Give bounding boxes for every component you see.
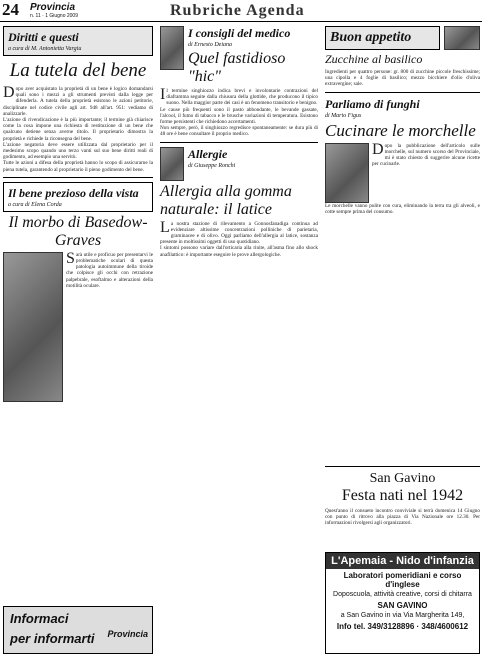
food-photo xyxy=(444,26,480,50)
article-paragraph: Dopo aver acquistato la proprietà di un bene è logico domandarsi quali sono i mezzi a gli strumenti previsti dalla legge per difenderla. A tutela della proprietà esistono le azioni petitorie, disciplinate nel codice civile agli art. 948 all'art. 951: vediamo di analizzarle. xyxy=(3,84,153,117)
article-title: Allergia alla gomma naturale: il latice xyxy=(160,182,292,218)
article-paragraph: Sarà utile e proficuo per presentarvi le problematiche oculari di questa patologia autoimmune della tiroide che colpisce gli occhi con retrazione palpebrale, esoftalmo e alterazioni della motilità oculare. xyxy=(66,249,153,289)
article-paragraph: Dopo la pubblicazione dell'articolo sulle morchelle, sul numero scorso del Provinciale, mi è stato chiesto di suggerire alcune ricette per cucinarle. xyxy=(372,140,480,168)
issue-info: n. 11 · 1 Giugno 2009 xyxy=(30,13,78,19)
section-title: Il bene prezioso della vista xyxy=(8,185,139,200)
section-header xyxy=(3,182,153,212)
footer-line: per informarti xyxy=(10,631,95,646)
article-paragraph: La nostra stazione di rilevamento a Gonnosfanadiga continua ad evidenziare altissime concentrazioni polliniche di parietaria, graminacee e di olivo. Oggi parliamo dell'allergia al latice, sostanza presente in moltissimi oggetti di uso quotidiano. xyxy=(160,218,318,246)
section-author: a cura di Elena Corda xyxy=(8,201,62,208)
logo: Provincia xyxy=(30,2,76,13)
event-box xyxy=(325,462,480,527)
section-author: di Giuseppe Ronchi xyxy=(188,162,236,169)
eye-photo xyxy=(3,252,63,402)
divider xyxy=(160,142,318,143)
article-title: Quel fastidioso "hic" xyxy=(188,50,286,85)
page-number: 24 xyxy=(2,0,19,19)
page-header xyxy=(0,0,482,22)
section-header xyxy=(3,26,153,56)
divider xyxy=(3,177,153,178)
advertisement xyxy=(325,552,480,654)
divider xyxy=(325,466,480,467)
column-middle xyxy=(160,26,318,258)
article-paragraph: Tutte le azioni a difesa della proprietà hanno lo scopo di assicurarne la piena tutela, garantendo al proprietario il pieno godimento del bene. xyxy=(3,160,153,173)
article-paragraph: Non sempre, però, il singhiozzo regredisce spontaneamente: se dura più di 48 ore è bene consultare il proprio medico. xyxy=(160,125,318,138)
column-left xyxy=(3,26,153,402)
article-paragraph: L'azione di rivendicazione è la più importante; il termine già chiarisce come la cosa impone una richiesta di restituzione di un bene che qualcuno detiene senza averne titolo. Il proprietario dimostra la proprietà e richiede la riconsegna del bene. xyxy=(3,117,153,142)
event-text: Quest'anno il consueto incontro conviviale si terrà domenica 14 Giugno con punto di ritrovo alla piazza di Via Nazionale ore 12.30. Per informazioni rivolgersi agli organizzatori. xyxy=(325,508,480,527)
section-author: di Mario Figus xyxy=(325,112,362,119)
ad-line: a San Gavino in via Via Margherita 149, xyxy=(340,612,465,619)
ad-line: Doposcuola, attività creative, corsi di chitarra xyxy=(333,591,472,598)
event-title: Festa nati nel 1942 xyxy=(341,487,464,504)
section-title: Diritti e questi xyxy=(8,30,79,44)
section-title: Buon appetito xyxy=(330,30,412,45)
recipe-title: Zucchine al basilico xyxy=(325,52,423,66)
ad-line: SAN GAVINO xyxy=(377,601,428,610)
ad-line: Laboratori pomeridiani e corso d'inglese xyxy=(343,571,462,589)
footer-logo: Provincia xyxy=(107,629,148,639)
article-paragraph: Le cause più frequenti sono il pasto abbondante, le bevande gassate, l'alcool, il fumo di tabacco e le brusche variazioni di temperatura. Esistono forme persistenti che richiedono accertamenti. xyxy=(160,106,318,126)
article-paragraph: I sintomi possono variare dall'orticaria alla rinite, all'asma fino allo shock anafilattico: è importante eseguire le prove allergologiche. xyxy=(160,245,318,258)
recipe-text: Ingredienti per quattro persone: gr. 800 di zucchine piccole freschissime; una cipolla e 4 foglie di basilico; mezzo bicchiere d'olio d'oliva extravergine; sale. xyxy=(325,69,480,88)
divider xyxy=(325,92,480,93)
article-title: Il morbo di Basedow-Graves xyxy=(8,213,148,249)
section-author: a cura di M. Antonietta Vargiu xyxy=(8,46,82,52)
section-title: Parliamo di funghi xyxy=(325,96,420,111)
article-paragraph: L'azione negatoria deve essere utilizzata dal proprietario per il medesimo scopo quando uno terzo vanti sul suo bene diritti reali di godimento, ad esempio una servitù. xyxy=(3,141,153,161)
event-town: San Gavino xyxy=(369,471,436,486)
section-header xyxy=(325,26,440,50)
article-title: Cucinare le morchelle xyxy=(325,120,476,140)
mushroom-photo xyxy=(325,143,369,203)
doctor-photo xyxy=(160,147,184,181)
ad-title: L'Apemaia - Nido d'infanzia xyxy=(326,553,479,569)
footer-line: Informaci xyxy=(10,611,69,626)
article-title: La tutela del bene xyxy=(9,60,147,81)
section-title: I consigli del medico xyxy=(188,26,291,40)
ad-phone: Info tel. 349/3128896 · 348/4600612 xyxy=(336,622,469,631)
doctor-photo xyxy=(160,26,184,70)
column-right xyxy=(325,26,480,215)
footer-banner xyxy=(3,606,153,654)
section-author: di Ernesto Deiana xyxy=(188,42,232,48)
rubric-title: Rubriche Agenda xyxy=(170,2,305,19)
article-paragraph: Le morchelle vanno pulite con cura, eliminando la terra tra gli alveoli, e cotte sempre prima del consumo. xyxy=(325,202,480,215)
article-paragraph: Il termine singhiozzo indica brevi e involontarie contrazioni del diaframma seguite dalla chiusura della glottide, che producono il tipico suono. Nella maggior parte dei casi è un fenomeno transitorio e benigno. xyxy=(160,86,318,107)
section-title: Allergie xyxy=(188,146,228,161)
